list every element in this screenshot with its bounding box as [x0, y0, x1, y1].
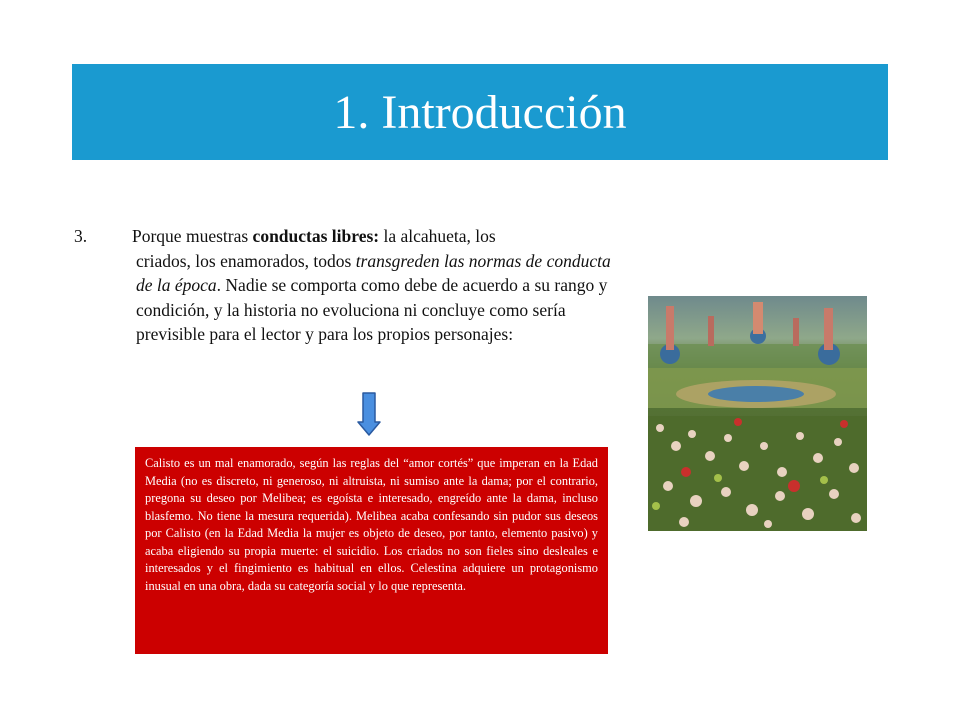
garden-painting-image: [648, 296, 867, 531]
body-text: [74, 224, 614, 347]
line-rest: . Nadie se comporta como debe de acuerdo a su rango y condición, y la historia no evoluciona ni concluye como sería previsible para el lector y para los propios personajes:: [136, 275, 608, 344]
body-continuation: [74, 249, 614, 347]
slide-title: 1. Introducción: [333, 85, 627, 139]
italic-text: transgreden las normas de conducta de la época: [136, 250, 611, 295]
intro-bold: conductas libres:: [252, 226, 380, 246]
line2-before-italic: criados, los enamorados, todos: [136, 250, 356, 271]
title-bar: [72, 64, 888, 160]
intro-after-bold: la alcahueta, los: [379, 226, 496, 246]
point-number: 3.: [74, 226, 88, 246]
character-description-box: [135, 447, 608, 654]
character-description-text: Calisto es un mal enamorado, según las reglas del “amor cortés” que imperan en la Edad Media (no es discreto, ni generoso, ni altruista, ni sumiso ante la dama; por el contrario, pregona su deseo por Melibea; es egoísta e interesado, engreído ante la dama, incluso blasfemo. No tiene la mesura requerida). Melibea acaba confesando sin pudor sus deseos por Calisto (en la Edad Media la mujer es objeto de deseo, por tanto, elemento pasivo) y acaba eligiendo su propia muerte: el suicidio. Los criados no son fieles sino desleales e interesados y el fingimiento es habitual en ellos. Celestina adquiere un protagonismo inusual en una obra, dada su categoría social y lo que representa.: [145, 456, 598, 593]
intro-before-bold: Porque muestras: [132, 226, 253, 246]
body-first-line: [74, 224, 614, 249]
down-arrow-icon: [357, 392, 381, 436]
